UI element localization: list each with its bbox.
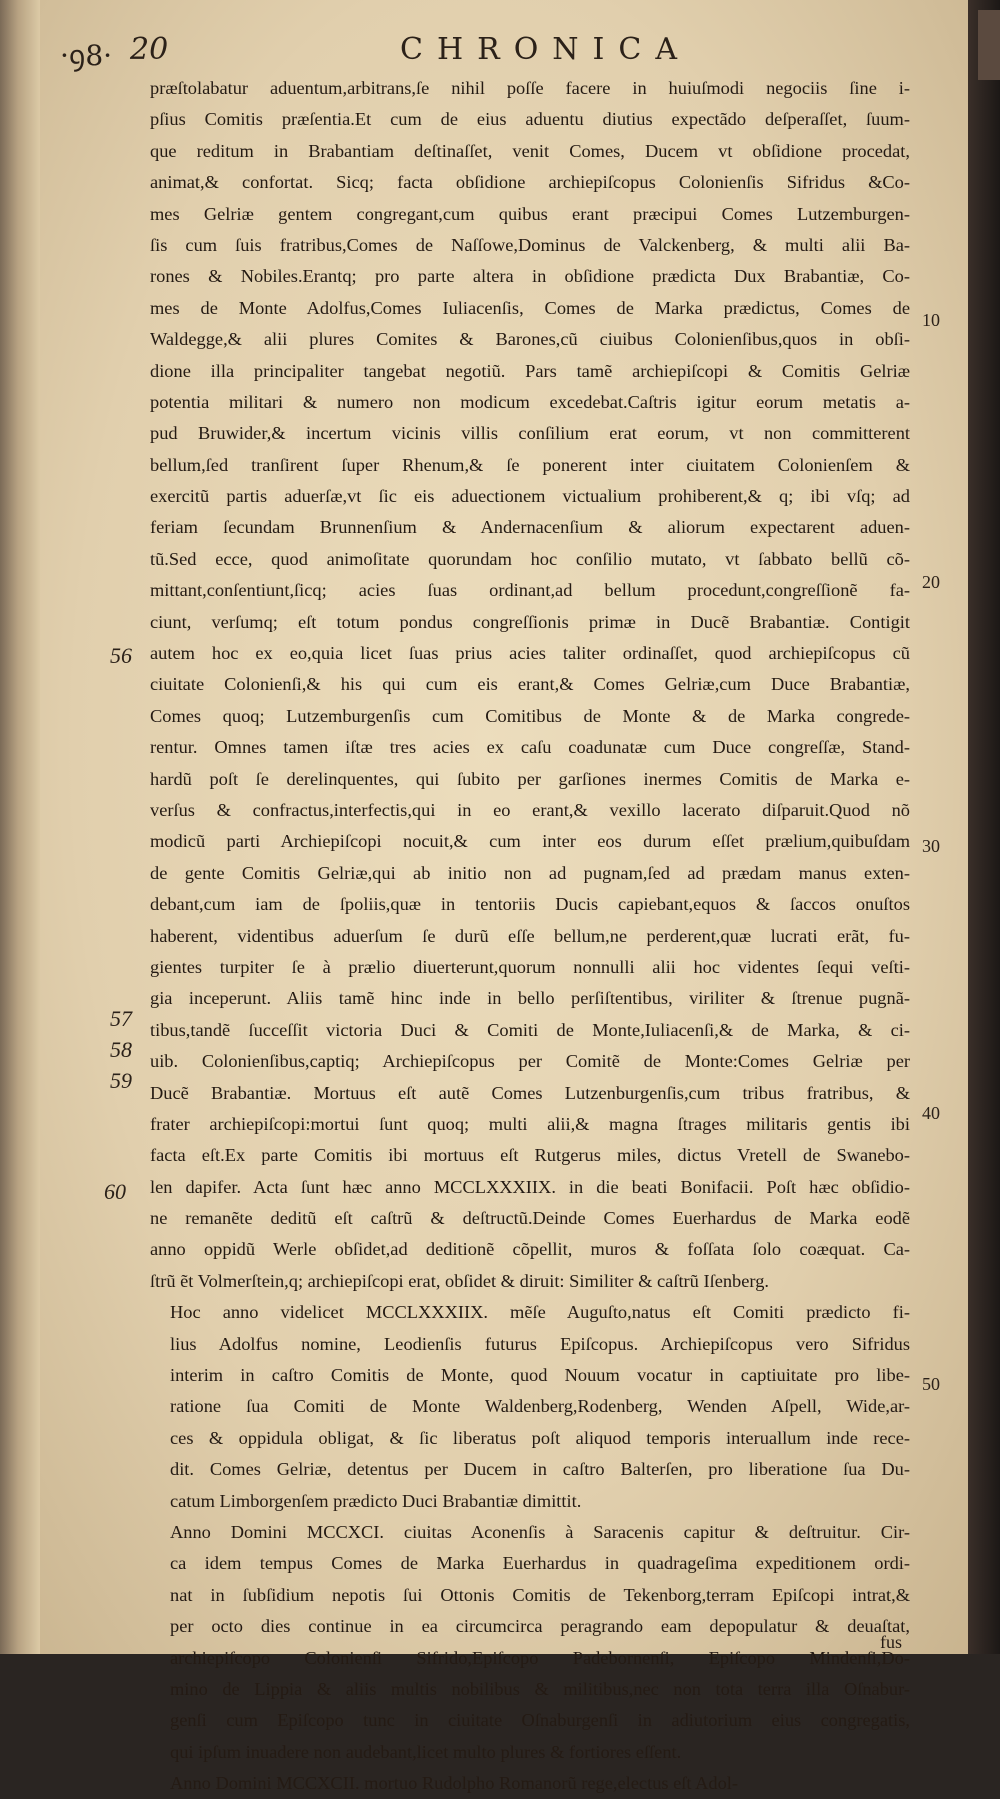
text-line: len dapifer. Acta ſunt hæc anno MCCLXXXIIX. in die beati Bonifacii. Poſt hæc obſidio- <box>150 1176 910 1197</box>
text-line: ces & oppidula obligat, & ſic liberatus poſt aliquod temporis interuallum inde rece- <box>170 1427 910 1448</box>
text-line: mes Gelriæ gentem congregant,cum quibus erant præcipui Comes Lutzemburgen- <box>150 203 910 224</box>
margin-note-left: 59 <box>110 1068 132 1093</box>
text-line: frater archiepiſcopi:mortui ſunt quoq; multi alii,& magna ſtrages militaris gentis ibi <box>150 1113 910 1134</box>
text-line: haberent, videntibus aduerſum ſe durũ eſſe bellum,ne perderent,quæ lucrati erãt, fu- <box>150 925 910 946</box>
text-line: modicũ parti Archiepiſcopi nocuit,& cum inter eos durum eſſet prælium,quibuſdam <box>150 831 910 852</box>
text-line: tibus,tandẽ ſucceſſit victoria Duci & Comiti de Monte,Iuliacenſi,& de Marka, & ci- <box>150 1019 910 1040</box>
margin-note-left: 56 <box>110 643 132 668</box>
text-line: Anno Domini MCCXCII. mortuo Rudolpho Romanorũ rege,electus eſt Adol- <box>170 1773 739 1794</box>
running-title: CHRONICA <box>400 32 692 67</box>
running-header <box>60 32 920 72</box>
text-line: ſis cum ſuis fratribus,Comes de Naſſowe,Dominus de Valckenberg, & multi alii Ba- <box>150 234 910 255</box>
line-count-marker: 10 <box>922 310 940 330</box>
text-line: ne remanẽte deditũ eſt caſtrũ & deſtructũ.Deinde Comes Euerhardus de Marka eodẽ <box>150 1208 910 1229</box>
text-line: anno oppidũ Werle obſidet,ad deditionẽ cõpellit, muros & foſſata ſolo coæquat. Ca- <box>150 1239 910 1260</box>
margin-note-left: 60 <box>104 1179 126 1204</box>
text-line: Ducẽ Brabantiæ. Mortuus eſt autẽ Comes Lutzenburgenſis,cum tribus fratribus, & <box>150 1082 910 1103</box>
text-line: feriam ſecundam Brunnenſium & Andernacenſium & aliorum expectarent aduen- <box>150 517 910 538</box>
line-count-marker: 20 <box>922 572 940 592</box>
text-line: potentia militari & numero non modicum excedebat.Caſtris igitur eorum metatis a- <box>150 391 910 412</box>
text-line: autem hoc ex eo,quia licet ſuas prius acies taliter ordinaſſet, quod archiepiſcopus cũ <box>150 643 910 664</box>
text-line: Waldegge,& alii plures Comites & Barones,cũ ciuibus Colonienſibus,quos in obſi- <box>150 329 910 350</box>
text-line: uib. Colonienſibus,captiq; Archiepiſcopus per Comitẽ de Monte:Comes Gelriæ per <box>150 1051 910 1072</box>
text-line: exercitũ partis aduerſæ,vt ſic eis aduectionem victualium prohiberent,& q; ibi vſq; ad <box>150 486 910 507</box>
text-line: nat in ſubſidium nepotis ſui Ottonis Comitis de Tekenborg,terram Epiſcopi intrat,& <box>170 1584 910 1605</box>
text-line: interim in caſtro Comitis de Monte, quod Nouum vocatur in captiuitate pro libe- <box>170 1365 910 1386</box>
text-line: mittant,conſentiunt,ſicq; acies ſuas ordinant,ad bellum procedunt,congreſſionẽ fa- <box>150 580 910 601</box>
text-line: facta eſt.Ex parte Comitis ibi mortuus eſt Rutgerus miles, dictus Vretell de Swanebo- <box>150 1145 910 1166</box>
text-line: Comes quoq; Lutzemburgenſis cum Comitibus de Monte & de Marka congrede- <box>150 705 910 726</box>
text-line: ciuitate Colonienſi,& his qui cum eis erant,& Comes Gelriæ,cum Duce Brabantiæ, <box>150 674 910 695</box>
line-count-marker: 30 <box>922 836 940 856</box>
catchword: fus <box>880 1632 902 1652</box>
text-line: gia inceperunt. Aliis tamẽ hinc inde in bello perſiſtentibus, viriliter & ſtrenue pugnã- <box>150 988 910 1009</box>
paragraph-1 <box>150 73 910 1297</box>
text-line: ciunt, verſumq; eſt totum pondus congreſſionis primæ in Ducẽ Brabantiæ. Contigit <box>150 611 910 632</box>
main-text <box>150 73 910 1799</box>
text-line: hardũ poſt ſe derelinquentes, qui ſubito per garſiones inermes Comitis de Marka e- <box>150 768 910 789</box>
text-line: mino de Lippia & aliis multis nobilibus & militibus,nec non tota terra illa Oſnabur- <box>170 1678 910 1699</box>
text-line: Hoc anno videlicet MCCLXXXIIX. mẽſe Auguſto,natus eſt Comiti prædicto fi- <box>170 1302 910 1323</box>
binding-tab <box>978 10 1000 80</box>
text-line: verſus & confractus,interfectis,qui in eo erant,& vexillo lacerato diſparuit.Quod nõ <box>150 799 910 820</box>
text-line: rones & Nobiles.Erantq; pro parte altera in obſidione prædicta Dux Brabantiæ, Co- <box>150 266 910 287</box>
text-line: archiepiſcopo Colonienſi Sifrido,Epiſcopo Padebornenſi, Epiſcopo Mindenſi,Do- <box>170 1647 910 1668</box>
text-line: dione illa principaliter tangebat negotiũ. Pars tamẽ archiepiſcopi & Comitis Gelriæ <box>150 360 910 381</box>
text-line: ſtrũ ẽt Volmerſtein,q; archiepiſcopi erat, obſidet & diruit: Similiter & caſtrũ Iſenberg. <box>150 1270 770 1291</box>
text-line: qui ipſum inuadere non audebant,licet multo plures & fortiores eſſent. <box>170 1741 682 1762</box>
text-line: dit. Comes Gelriæ, detentus per Ducem in caſtro Balterſen, pro liberatione ſua Du- <box>170 1459 910 1480</box>
paragraph-2 <box>150 1297 910 1517</box>
text-line: que reditum in Brabantiam deſtinaſſet, venit Comes, Ducem vt obſidione procedat, <box>150 140 910 161</box>
text-line: pſius Comitis præſentia.Et cum de eius aduentu diutius expectãdo deſperaſſet, ſuum- <box>150 109 910 130</box>
text-line: mes de Monte Adolfus,Comes Iuliacenſis, Comes de Marka prædictus, Comes de <box>150 297 910 318</box>
paragraph-3 <box>150 1517 910 1768</box>
text-line: bellum,ſed tranſirent ſuper Rhenum,& ſe ponerent inter ciuitatem Colonienſem & <box>150 454 910 475</box>
text-line: pud Bruwider,& incertum vicinis villis conſilium erat eorum, vt non committerent <box>150 423 910 444</box>
text-line: ca idem tempus Comes de Marka Euerhardus in quadrageſima expeditionem ordi- <box>170 1553 910 1574</box>
line-count-marker: 50 <box>922 1374 940 1394</box>
text-line: de gente Comitis Gelriæ,qui ab initio non ad pugnam,ſed ad prædam manus exten- <box>150 862 910 883</box>
text-line: animat,& confortat. Sicq; facta obſidione archiepiſcopus Colonienſis Sifridus &Co- <box>150 172 910 193</box>
line-count-marker: 40 <box>922 1103 940 1123</box>
text-line: ratione ſua Comiti de Monte Waldenberg,Rodenberg, Wenden Aſpell, Wide,ar- <box>170 1396 910 1417</box>
page-edge-shadow <box>968 0 1000 1654</box>
text-line: lius Adolfus nomine, Leodienſis futurus Epiſcopus. Archiepiſcopus vero Sifridus <box>170 1333 910 1354</box>
text-line: per octo dies continue in ea circumcirca peragrando eam depopulatur & deuaſtat, <box>170 1616 910 1637</box>
text-line: Anno Domini MCCXCI. ciuitas Aconenſis à Saracenis capitur & deſtruitur. Cir- <box>170 1521 910 1542</box>
text-line: gientes turpiter ſe à prælio diuerterunt,quorum nonnulli alii hoc videntes ſequi veſti- <box>150 956 910 977</box>
page-number: 20 <box>130 32 169 67</box>
corner-ornament: ·ꝯ8· <box>60 39 113 72</box>
text-line: genſi cum Epiſcopo tunc in ciuitate Oſnaburgenſi in adiutorium eius congregatis, <box>170 1710 910 1731</box>
text-line: catum Limborgenſem prædicto Duci Brabantiæ dimittit. <box>170 1490 582 1511</box>
text-line: tũ.Sed ecce, quod animoſitate quorundam hoc conſilio mutato, vt ſabbato bellũ cõ- <box>150 548 910 569</box>
margin-note-left: 58 <box>110 1037 132 1062</box>
text-line: præſtolabatur aduentum,arbitrans,ſe nihil poſſe facere in huiuſmodi negociis ſine i- <box>150 78 910 98</box>
text-line: rentur. Omnes tamen iſtæ tres acies ex caſu coadunatæ cum Duce congreſſæ, Stand- <box>150 737 910 758</box>
paragraph-4 <box>150 1768 910 1799</box>
page-gutter <box>0 0 40 1654</box>
text-line: debant,cum iam de ſpoliis,quæ in tentoriis Ducis capiebant,equos & ſaccos onuſtos <box>150 894 910 915</box>
margin-note-left: 57 <box>110 1006 132 1031</box>
